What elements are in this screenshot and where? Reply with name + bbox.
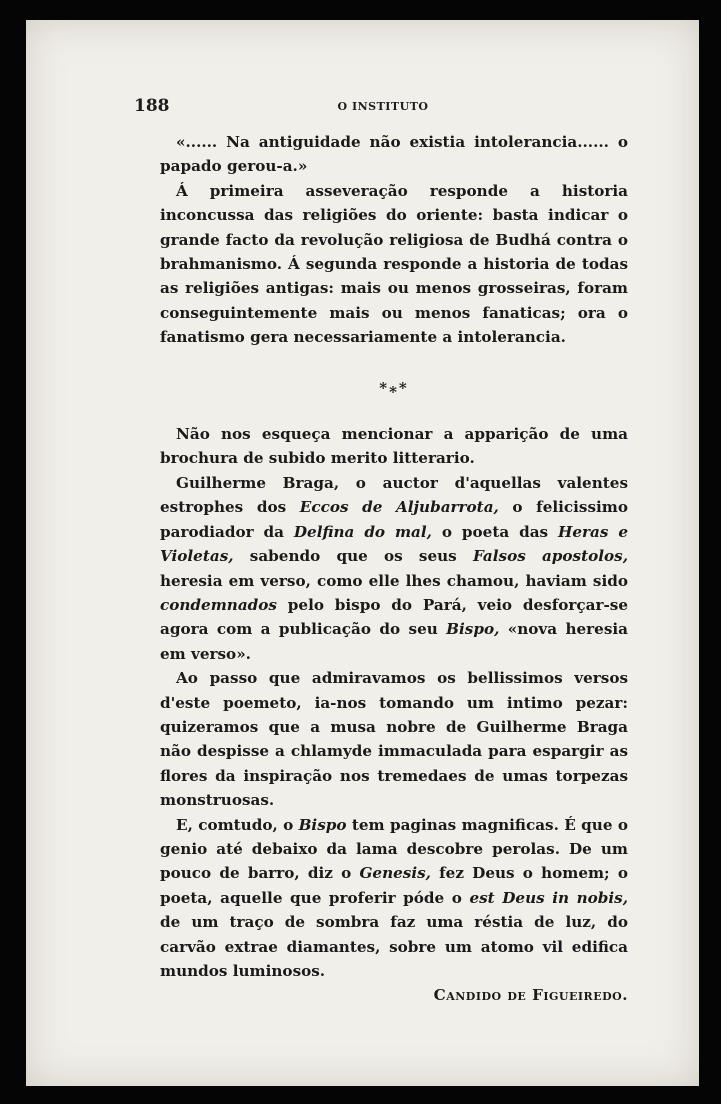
paragraph [160,471,628,666]
running-title: O INSTITUTO [337,100,429,113]
italic-title: Bispo, [446,620,500,639]
text-run: E, comtudo, o [176,815,299,834]
italic-title: Delfina do mal, [293,522,432,541]
text-run: fez Deus o homem; o poeta, aquelle que proferir póde o [160,864,628,907]
paragraph: Ao passo que admiravamos os bellissimos versos d'este poemeto, ia-nos tomando um intimo pezar: quizeramos que a musa nobre de Guilherme Braga não despisse a chlamyde immaculada para espargir as flores da inspiração nos tremedaes de umas torpezas monstruosas. [160,669,628,810]
quote-paragraph: «...... Na antiguidade não existia intolerancia...... o papado gerou-a.» [160,133,628,176]
text-run: Guilherme Braga, o auctor d'aquellas valentes estrophes dos [160,473,628,517]
paragraph [160,813,628,984]
text-run: de um traço de sombra faz uma réstia de luz, do carvão extrae diamantes, sobre um atomo vil edifica mundos luminosos. [160,913,628,980]
text-run: o felicissimo parodiador da [160,498,628,541]
italic-title: Falsos apostolos, [472,547,628,566]
text-run: sabendo que os seus [233,547,473,566]
paragraph: Não nos esqueça mencionar a apparição de uma brochura de subido merito litterario. [160,425,628,468]
text-run: heresia em verso, como elle lhes chamou, haviam sido [160,571,628,590]
page-body [160,130,628,1008]
text-run: o poeta das [431,522,559,541]
asterism-divider: *⁎* [379,378,409,397]
italic-title: Genesis, [359,864,431,883]
text-run: «nova heresia em verso». [160,620,629,663]
page-number: 188 [134,96,170,116]
text-run: tem paginas magnificas. É que o genio até debaixo da lama descobre perolas. De um pouco de barro, diz o [160,815,628,883]
italic-title: Eccos de Aljubarrota, [299,498,499,517]
text-run: pelo bispo do Pará, veio desforçar-se agora com a publicação do seu [160,595,628,639]
italic-word: condemnados [160,595,277,614]
italic-latin: est Deus in nobis, [469,888,628,907]
italic-title: Heras e Violetas, [160,522,629,566]
italic-title: Bispo [298,815,347,834]
paragraph: Á primeira asseveração responde a historia inconcussa das religiões do oriente: basta indicar o grande facto da revolução religiosa de Budhá contra o brahmanismo. Á segunda responde a historia de todas as religiões antigas: mais ou menos grosseiras, foram conseguintemente mais ou menos fanaticas; ora o fanatismo gera necessariamente a intolerancia. [160,181,628,347]
author-signature: Candido de Figueiredo. [433,986,628,1005]
page-header [134,96,632,118]
